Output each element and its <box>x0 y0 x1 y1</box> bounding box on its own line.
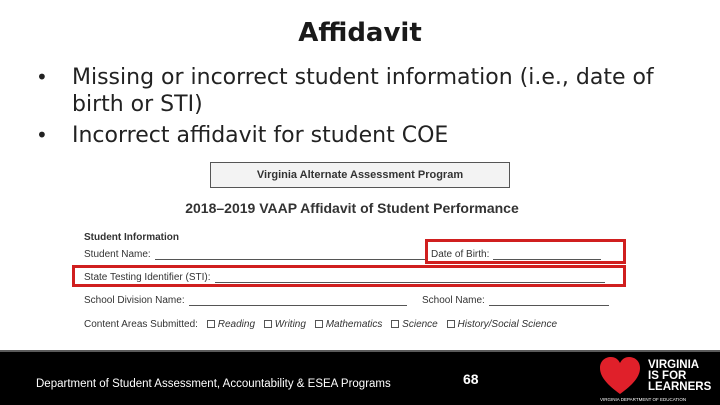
heart-icon <box>598 356 642 396</box>
logo-line: VIRGINIA <box>648 359 700 371</box>
school-row <box>422 295 609 306</box>
checkbox-icon <box>391 320 399 328</box>
checkbox-icon <box>264 320 272 328</box>
division-label: School Division Name: <box>84 295 185 306</box>
content-area-option: Reading <box>217 319 256 330</box>
student-name-label: Student Name: <box>84 249 151 260</box>
division-line <box>189 297 407 306</box>
bullet-text: Missing or incorrect student information (i.e., date of birth or STI) <box>72 65 654 117</box>
dob-label: Date of Birth: <box>431 249 490 260</box>
bullet-text: Incorrect affidavit for student COE <box>72 123 449 148</box>
footer-bar <box>0 350 720 405</box>
content-area-option: History/Social Science <box>457 319 558 330</box>
bullet-list <box>36 64 676 153</box>
logo-line: LEARNERS <box>648 381 712 393</box>
page-number: 68 <box>463 371 479 387</box>
division-row <box>84 295 407 306</box>
content-areas-row <box>84 319 557 330</box>
bullet-dot-icon: • <box>36 65 48 89</box>
section-label: Student Information <box>84 232 179 243</box>
sti-highlight-box <box>72 265 626 287</box>
sti-label: State Testing Identifier (STI): <box>84 272 211 283</box>
student-name-line <box>155 251 425 260</box>
content-areas-label: Content Areas Submitted: <box>84 319 198 330</box>
checkbox-icon <box>207 320 215 328</box>
program-header: Virginia Alternate Assessment Program <box>210 162 510 188</box>
checkbox-icon <box>315 320 323 328</box>
virginia-is-for-learners-logo <box>596 352 720 405</box>
bullet-item <box>36 122 676 149</box>
logo-text <box>648 360 711 393</box>
form-title: 2018–2019 VAAP Affidavit of Student Performance <box>185 200 519 216</box>
affidavit-form-image <box>72 158 632 338</box>
logo-line: IS FOR <box>648 370 687 382</box>
department-name: Department of Student Assessment, Accountability & ESEA Programs <box>36 378 391 390</box>
school-line <box>489 297 609 306</box>
content-area-option: Science <box>402 319 438 330</box>
school-label: School Name: <box>422 295 485 306</box>
bullet-item <box>36 64 676 118</box>
logo-subtext: VIRGINIA DEPARTMENT OF EDUCATION <box>600 397 687 402</box>
content-area-option: Writing <box>274 319 306 330</box>
student-name-row <box>84 249 425 260</box>
slide-title: Affidavit <box>298 18 422 48</box>
dob-highlight-box <box>425 239 626 264</box>
checkbox-icon <box>447 320 455 328</box>
bullet-dot-icon: • <box>36 123 48 147</box>
content-area-option: Mathematics <box>325 319 383 330</box>
